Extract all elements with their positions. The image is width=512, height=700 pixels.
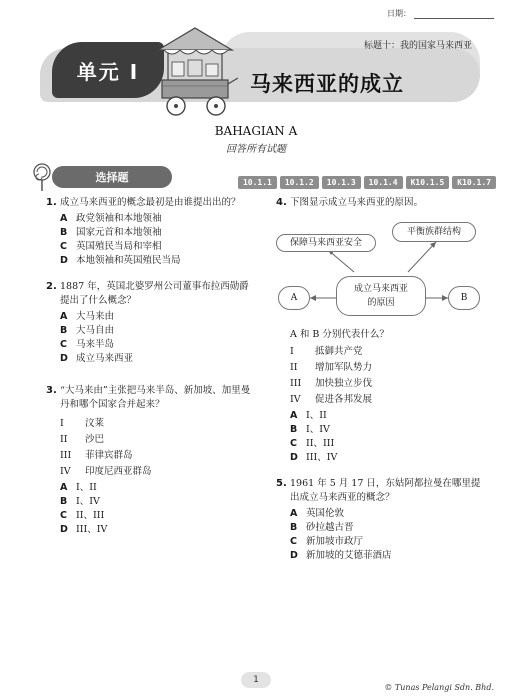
- option-d[interactable]: [290, 549, 486, 563]
- option-c[interactable]: [290, 535, 486, 549]
- page-number-badge: 1: [241, 672, 271, 688]
- roman-item: [290, 377, 486, 391]
- roman-numeral: I: [290, 346, 294, 357]
- option-b[interactable]: [290, 423, 486, 437]
- page-title: 马来西亚的成立: [250, 72, 404, 96]
- question-stem: 下图显示成立马来西亚的原因。: [290, 197, 424, 208]
- option-letter: A: [60, 213, 68, 224]
- food-cart-illustration: [150, 20, 240, 120]
- diagram-box-security: 保障马来西亚安全: [276, 234, 376, 252]
- option-text: 新加坡市政厅: [306, 536, 364, 547]
- roman-item: [60, 449, 258, 463]
- option-letter: D: [60, 524, 68, 535]
- code-badge: 10.1.3: [322, 176, 361, 189]
- roman-text: 沙巴: [85, 434, 105, 445]
- roman-numeral: IV: [290, 394, 301, 405]
- option-letter: A: [60, 482, 68, 493]
- option-d[interactable]: [60, 523, 258, 537]
- question-stem: 成立马来西亚的概念最初是由谁提出出的？: [60, 197, 241, 208]
- option-text: 成立马来西亚: [76, 353, 134, 364]
- option-a[interactable]: [290, 409, 486, 423]
- diagram-box-balance: 平衡族群结构: [392, 222, 476, 242]
- diagram-box-center: 成立马来西亚的原因: [336, 276, 426, 316]
- topic-label: 标题十：我的国家马来西亚: [363, 41, 472, 51]
- section-heading: BAHAGIAN A: [214, 124, 298, 138]
- question-3: [46, 384, 258, 537]
- option-c[interactable]: [290, 437, 486, 451]
- code-badge: K10.1.7: [452, 176, 496, 189]
- option-text: 大马来由: [76, 311, 115, 322]
- option-text: 英国殖民当局和宰相: [76, 241, 162, 252]
- option-d[interactable]: [290, 451, 486, 465]
- roman-item: [60, 465, 258, 479]
- option-letter: C: [60, 339, 67, 350]
- roman-numeral: I: [60, 418, 64, 429]
- question-2: [46, 280, 258, 366]
- roman-item: [290, 361, 486, 375]
- question-number: 5.: [276, 478, 287, 489]
- roman-text: 菲律宾群岛: [85, 450, 133, 461]
- reason-diagram: [276, 220, 486, 320]
- roman-item: [290, 345, 486, 359]
- roman-text: 加快独立步伐: [315, 378, 373, 389]
- question-ask: A 和 B 分别代表什么？: [290, 329, 389, 340]
- option-text: I、IV: [306, 424, 330, 435]
- option-letter: B: [60, 227, 68, 238]
- option-letter: C: [60, 241, 67, 252]
- option-c[interactable]: [60, 509, 258, 523]
- question-number: 4.: [276, 197, 287, 208]
- option-letter: C: [60, 510, 67, 521]
- option-text: I、II: [76, 482, 97, 493]
- question-1: [46, 196, 258, 268]
- diagram-box-a: A: [278, 286, 310, 310]
- option-a[interactable]: [60, 212, 258, 226]
- option-letter: D: [60, 255, 68, 266]
- question-stem: “大马来由”主张把马来半岛、新加坡、加里曼丹和哪个国家合并起来？: [60, 385, 251, 410]
- roman-text: 增加军队势力: [315, 362, 373, 373]
- question-stem: 1887 年，英国北婆罗州公司董事布拉西勋爵提出了什么概念？: [60, 281, 249, 306]
- section-tag: [30, 162, 172, 192]
- option-text: 英国伦敦: [306, 508, 345, 519]
- question-number: 3.: [46, 385, 57, 396]
- option-letter: B: [290, 522, 298, 533]
- option-b[interactable]: [60, 495, 258, 509]
- question-5: [276, 477, 486, 563]
- unit-badge: 单元 I: [52, 42, 164, 98]
- option-b[interactable]: [60, 324, 258, 338]
- code-badge: 10.1.2: [280, 176, 319, 189]
- option-c[interactable]: [60, 338, 258, 352]
- option-letter: D: [60, 353, 68, 364]
- question-stem: 1961 年 5 月 17 日，东姑阿都拉曼在哪里提出成立马来西亚的概念？: [290, 478, 481, 503]
- question-number: 1.: [46, 197, 57, 208]
- option-letter: C: [290, 536, 297, 547]
- question-4-choices: [276, 328, 486, 465]
- roman-numeral: III: [290, 378, 302, 389]
- roman-numeral: IV: [60, 466, 71, 477]
- roman-item: [60, 433, 258, 447]
- right-column: [276, 196, 486, 575]
- roman-numeral: II: [290, 362, 298, 373]
- option-text: II、III: [306, 438, 335, 449]
- option-letter: A: [290, 508, 298, 519]
- roman-numeral: II: [60, 434, 68, 445]
- option-c[interactable]: [60, 240, 258, 254]
- roman-numeral: III: [60, 450, 72, 461]
- option-text: III、IV: [76, 524, 108, 535]
- roman-item: [290, 393, 486, 407]
- code-badge: K10.1.5: [406, 176, 450, 189]
- option-letter: B: [60, 496, 68, 507]
- roman-text: 印度尼西亚群岛: [85, 466, 152, 477]
- date-label: 日期：: [387, 9, 411, 18]
- option-text: I、IV: [76, 496, 100, 507]
- option-letter: C: [290, 438, 297, 449]
- option-text: II、III: [76, 510, 105, 521]
- question-number: 2.: [46, 281, 57, 292]
- roman-text: 抵御共产党: [315, 346, 363, 357]
- option-text: III、IV: [306, 452, 338, 463]
- roman-text: 促进各邦发展: [315, 394, 373, 405]
- option-text: 大马自由: [76, 325, 115, 336]
- option-a[interactable]: [60, 481, 258, 495]
- option-text: 政党领袖和本地领袖: [76, 213, 162, 224]
- option-letter: D: [290, 550, 298, 561]
- date-blank: [414, 10, 494, 19]
- code-badge: 10.1.1: [238, 176, 277, 189]
- page-header: [40, 20, 480, 120]
- question-4: [276, 196, 486, 210]
- copyright-notice: © Tunas Pelangi Sdn. Bhd.: [384, 683, 494, 692]
- diagram-box-b: B: [448, 286, 480, 310]
- option-text: 国家元首和本地领袖: [76, 227, 162, 238]
- learning-standard-codes: [238, 176, 496, 189]
- option-text: I、II: [306, 410, 327, 421]
- option-text: 新加坡的艾德菲酒店: [306, 550, 392, 561]
- option-letter: A: [60, 311, 68, 322]
- option-d[interactable]: [60, 254, 258, 268]
- option-a[interactable]: [290, 507, 486, 521]
- option-d[interactable]: [60, 352, 258, 366]
- roman-text: 汶莱: [85, 418, 105, 429]
- code-badge: 10.1.4: [364, 176, 403, 189]
- option-letter: B: [290, 424, 298, 435]
- option-text: 砂拉越古晋: [306, 522, 354, 533]
- left-column: [46, 196, 258, 549]
- instruction-text: 回答所有试题: [226, 144, 286, 155]
- option-b[interactable]: [290, 521, 486, 535]
- option-b[interactable]: [60, 226, 258, 240]
- option-letter: A: [290, 410, 298, 421]
- option-letter: D: [290, 452, 298, 463]
- roman-item: [60, 417, 258, 431]
- date-field: [387, 8, 494, 19]
- option-text: 马来半岛: [76, 339, 115, 350]
- option-text: 本地领袖和英国殖民当局: [76, 255, 181, 266]
- option-letter: B: [60, 325, 68, 336]
- option-a[interactable]: [60, 310, 258, 324]
- lollipop-icon: [30, 162, 54, 192]
- multiple-choice-label: 选择题: [52, 166, 172, 188]
